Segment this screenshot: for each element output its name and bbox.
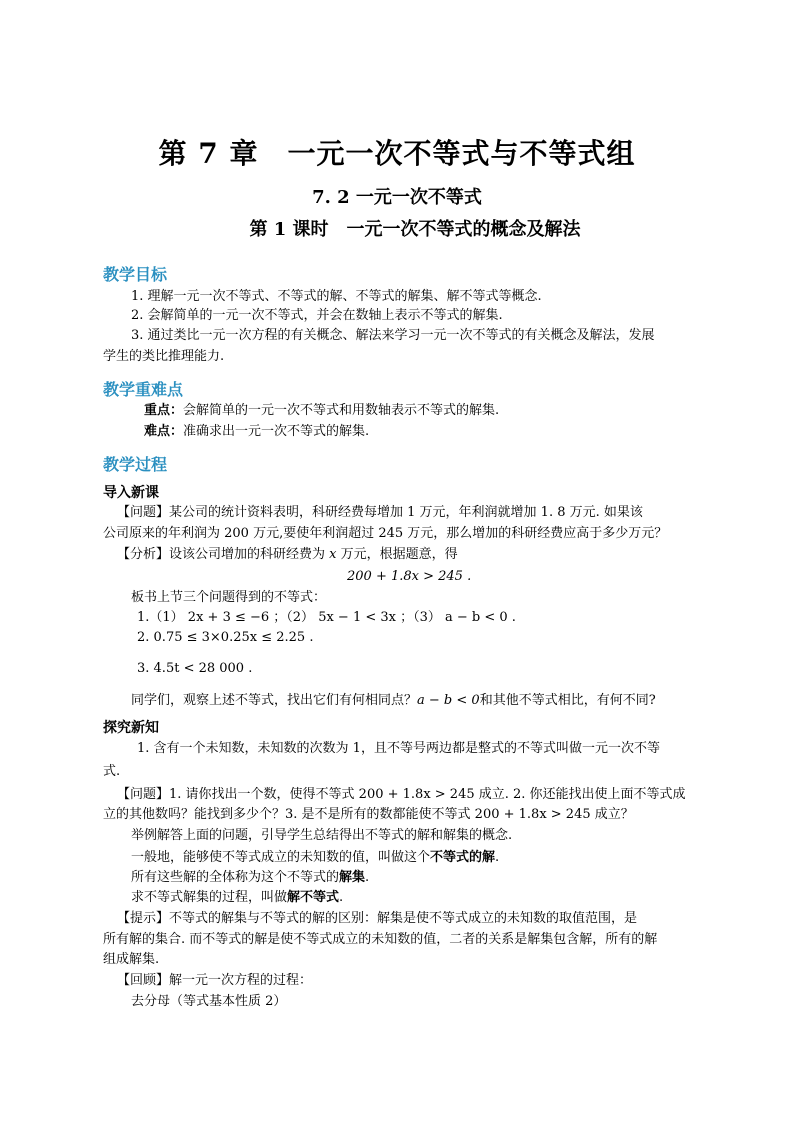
- solution-definition: [131, 849, 499, 867]
- solving-definition: [131, 889, 343, 907]
- inequality-set-2: 2. 0.75 ≤ 3×0.25x ≤ 2.25 .: [137, 630, 314, 645]
- observe-math: a − b < 0: [417, 693, 480, 708]
- question-1-line-1: 【问题】某公司的统计资料表明，科研经费每增加 1 万元，年利润就增加 1. 8 万元. 如果该: [117, 505, 643, 520]
- review-line: 【回顾】解一元一次方程的过程：: [117, 973, 313, 988]
- question-1-line-2: 公司原来的年利润为 200 万元,要使年利润超过 245 万元，那么增加的科研经费应高于多少万元？: [103, 526, 668, 541]
- solution-text: 一般地，能够使不等式成立的未知数的值，叫做这个: [131, 850, 431, 865]
- hint-line-3: 组成解集.: [103, 952, 160, 967]
- hint-line-1: 【提示】不等式的解集与不等式的解的区别：解集是使不等式成立的未知数的取值范围，是: [117, 911, 638, 926]
- definition-line-1: 1. 含有一个未知数，未知数的次数为 1，且不等号两边都是整式的不等式叫做一元一次不等: [137, 741, 660, 756]
- lesson-title: 第 1 课时 一元一次不等式的概念及解法: [249, 219, 581, 240]
- review-step-1: 去分母（等式基本性质 2）: [131, 994, 287, 1009]
- definition-line-2: 式.: [103, 764, 121, 779]
- question-2-line-1: 【问题】1. 请你找出一个数，使得不等式 200 + 1.8x > 245 成立. 2. 你还能找出使上面不等式成: [117, 787, 686, 802]
- guide-line: 举例解答上面的问题，引导学生总结得出不等式的解和解集的概念.: [131, 828, 513, 843]
- process-heading: 教学过程: [103, 455, 168, 474]
- solution-end: .: [495, 850, 500, 865]
- key-point-line: [144, 402, 499, 420]
- board-notes: 板书上节三个问题得到的不等式：: [131, 590, 327, 605]
- difficulty-text: 准确求出一元一次不等式的解集.: [183, 424, 370, 439]
- hint-line-2: 所有解的集合. 而不等式的解是使不等式成立的未知数的值，二者的关系是解集包含解，所有的解: [103, 932, 658, 947]
- objective-item-3-line-1: 3. 通过类比一元一次方程的有关概念、解法来学习一元一次不等式的有关概念及解法，发展: [131, 328, 655, 343]
- observe-line: [131, 692, 656, 710]
- solving-end: .: [339, 890, 344, 905]
- solving-text: 求不等式解集的过程，叫做: [131, 890, 288, 905]
- observe-text-b: 和其他不等式相比，有何不同?: [479, 693, 656, 708]
- analysis-variable: x: [329, 547, 337, 562]
- formula-1: 200 + 1.8x > 245 .: [347, 569, 472, 584]
- analysis-text-b: 万元，根据题意，得: [336, 547, 458, 562]
- objective-item-1: 1. 理解一元一次不等式、不等式的解、不等式的解集、解不等式等概念.: [131, 289, 542, 304]
- difficulty-line: [144, 423, 369, 441]
- keypoints-heading: 教学重难点: [103, 380, 184, 399]
- objective-item-3-line-2: 学生的类比推理能力.: [103, 349, 225, 364]
- analysis-text-a: 【分析】设该公司增加的科研经费为: [117, 547, 330, 562]
- key-point-label: 重点：: [144, 403, 184, 418]
- solution-term: 不等式的解: [430, 850, 496, 865]
- question-2-line-2: 立的其他数吗？能找到多少个？3. 是不是所有的数都能使不等式 200 + 1.8x > 245 成立？: [103, 807, 634, 822]
- section-title: 7. 2 一元一次不等式: [312, 187, 482, 208]
- solution-set-text: 所有这些解的全体称为这个不等式的: [131, 870, 340, 885]
- intro-heading: 导入新课: [103, 485, 159, 501]
- key-point-text: 会解简单的一元一次不等式和用数轴表示不等式的解集.: [183, 403, 500, 418]
- analysis-line: [117, 546, 458, 564]
- solution-set-definition: [131, 869, 369, 887]
- observe-text-a: 同学们，观察上述不等式，找出它们有何相同点？: [131, 693, 418, 708]
- inequality-set-3: 3. 4.5t < 28 000 .: [137, 661, 253, 676]
- inequality-set-1: 1.（1） 2x + 3 ≤ −6 ；（2） 5x − 1 < 3x ；（3） a − b < 0 .: [137, 610, 516, 625]
- chapter-title: 第 7 章 一元一次不等式与不等式组: [158, 137, 636, 170]
- difficulty-label: 难点：: [144, 424, 184, 439]
- explore-heading: 探究新知: [103, 720, 159, 736]
- objectives-heading: 教学目标: [103, 265, 168, 284]
- solution-set-term: 解集: [339, 870, 366, 885]
- solving-term: 解不等式: [287, 890, 340, 905]
- objective-item-2: 2. 会解简单的一元一次不等式，并会在数轴上表示不等式的解集.: [131, 308, 503, 323]
- solution-set-end: .: [365, 870, 370, 885]
